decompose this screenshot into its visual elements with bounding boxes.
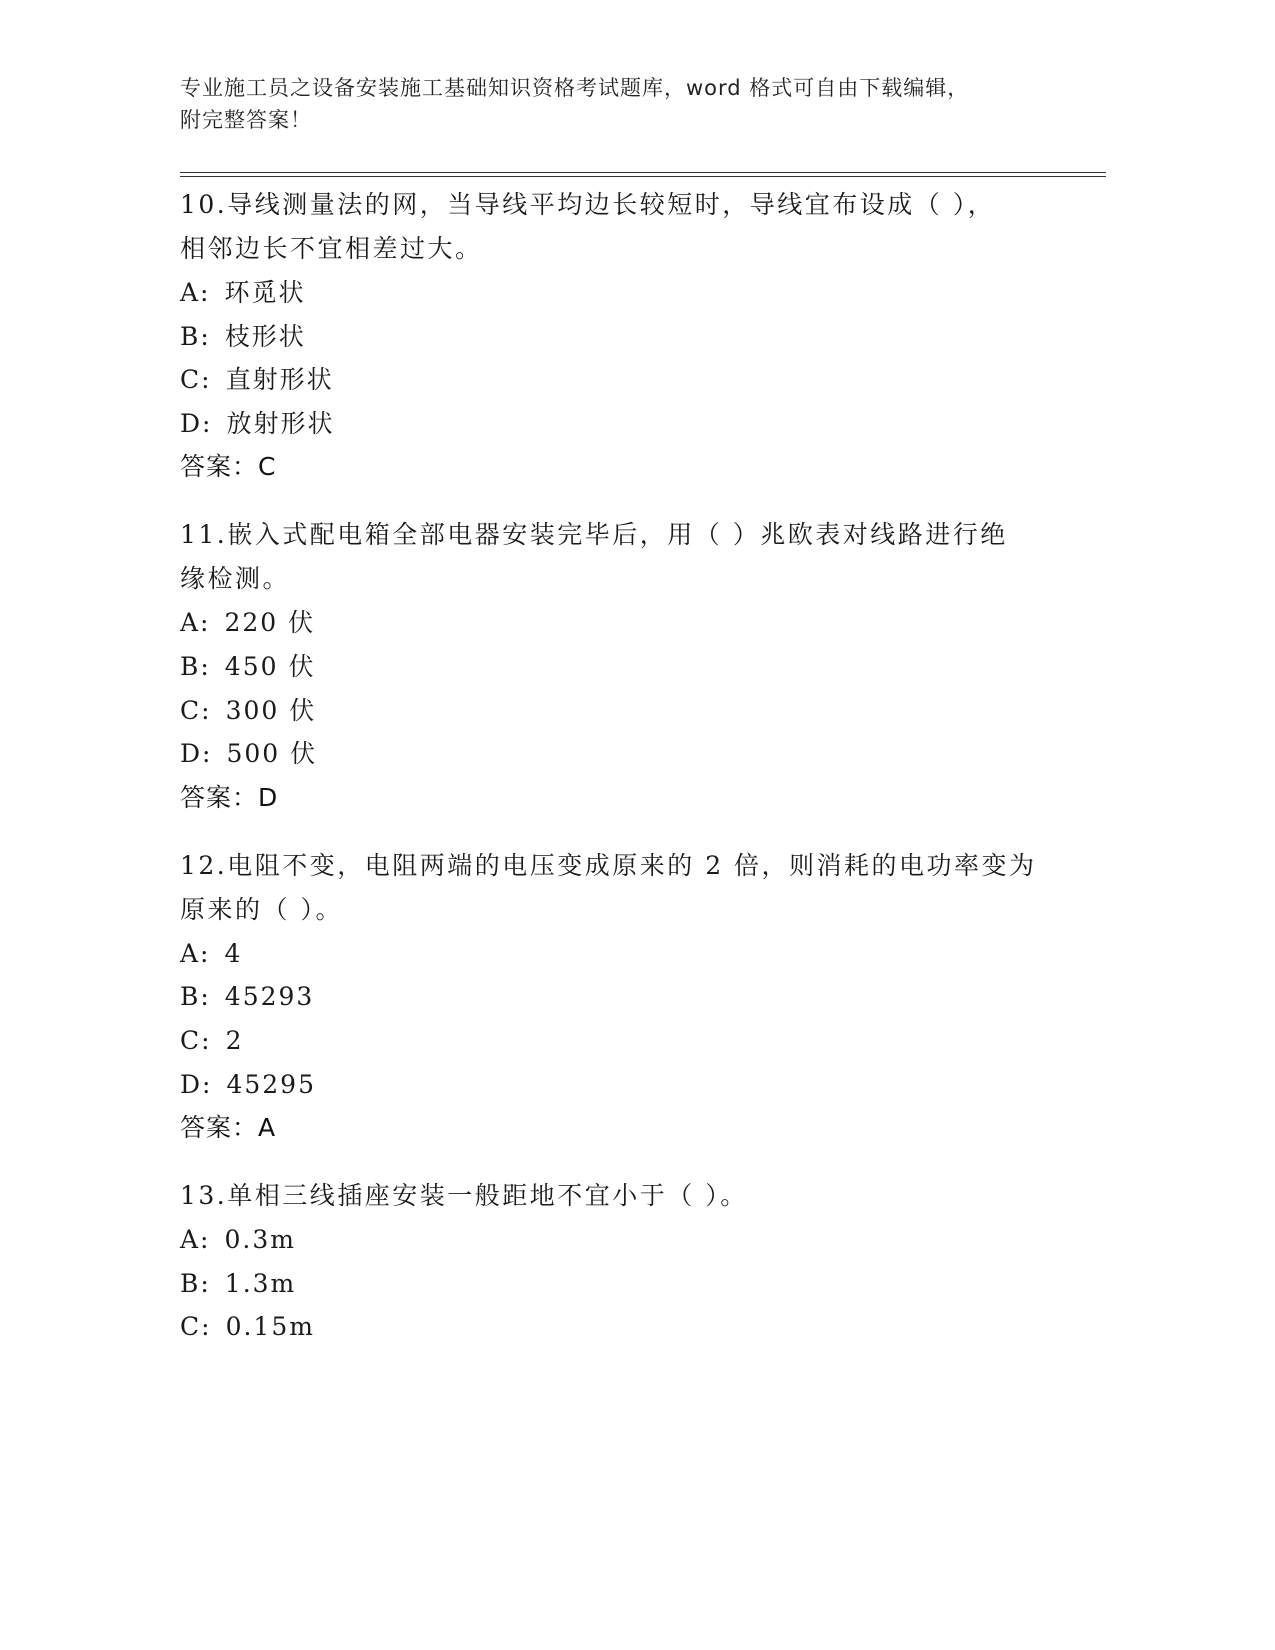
option-b (180, 645, 1080, 689)
header-divider-bottom (180, 176, 1106, 177)
option-letter: C: (180, 365, 212, 395)
option-c (180, 358, 1080, 402)
question-stem-line-2: 原来的（ ）。 (180, 894, 343, 924)
option-b (180, 975, 1080, 1019)
option-letter: A: (180, 278, 211, 307)
question-stem-line-1: 10.导线测量法的网，当导线平均边长较短时，导线宜布设成（ ）， (180, 190, 996, 219)
option-letter: D: (180, 739, 213, 769)
option-letter: C: (180, 1312, 212, 1342)
document-header (180, 72, 1060, 136)
option-text: 450 伏 (224, 651, 316, 681)
question-13 (180, 1174, 1080, 1349)
option-text: 2 (225, 1025, 244, 1055)
option-letter: A: (180, 1225, 211, 1255)
option-letter: D: (180, 408, 213, 438)
option-letter: C: (180, 1025, 212, 1055)
answer-line: 答案：D (180, 782, 279, 812)
answer-line: 答案：C (180, 452, 277, 482)
option-text: 45295 (226, 1069, 316, 1099)
option-text: 300 伏 (225, 695, 317, 725)
question-list (180, 183, 1080, 1373)
option-c (180, 1019, 1080, 1063)
option-c (180, 1305, 1080, 1349)
option-d (180, 732, 1080, 776)
option-letter: C: (180, 695, 212, 725)
option-a (180, 601, 1080, 645)
option-letter: B: (180, 321, 211, 351)
option-text: 直射形状 (225, 365, 334, 395)
option-letter: B: (180, 982, 211, 1012)
option-text: 220 伏 (224, 608, 316, 638)
option-text: 4 (224, 938, 243, 968)
question-stem-line-1: 12.电阻不变，电阻两端的电压变成原来的 2 倍，则消耗的电功率变为 (180, 850, 1037, 880)
option-text: 45293 (224, 982, 315, 1012)
header-divider-top (180, 172, 1106, 173)
option-letter: D: (180, 1069, 213, 1099)
option-text: 枝形状 (224, 321, 306, 351)
option-d (180, 1063, 1080, 1107)
option-a (180, 1218, 1080, 1262)
question-11 (180, 513, 1080, 819)
option-b (180, 1262, 1080, 1306)
option-letter: B: (180, 651, 211, 681)
header-line-2: 附完整答案！ (180, 108, 312, 132)
option-text: 0.3m (224, 1225, 296, 1255)
option-b (180, 315, 1080, 359)
option-a (180, 271, 1080, 315)
option-text: 1.3m (224, 1268, 297, 1298)
option-text: 0.15m (225, 1312, 315, 1342)
question-10 (180, 183, 1080, 489)
option-d (180, 402, 1080, 446)
question-12 (180, 844, 1080, 1150)
option-a (180, 932, 1080, 976)
option-letter: A: (180, 938, 211, 968)
header-line-1: 专业施工员之设备安装施工基础知识资格考试题库，word 格式可自由下载编辑， (180, 76, 970, 100)
answer-line: 答案：A (180, 1113, 277, 1143)
question-stem-line-1: 11.嵌入式配电箱全部电器安装完毕后，用（ ）兆欧表对线路进行绝 (180, 520, 1008, 550)
option-text: 500 伏 (226, 739, 318, 769)
question-stem-line-2: 缘检测。 (180, 564, 291, 594)
option-text: 放射形状 (226, 408, 335, 438)
question-stem-line-1: 13.单相三线插座安装一般距地不宜小于（ ）。 (180, 1181, 748, 1211)
option-letter: B: (180, 1268, 211, 1298)
option-c (180, 689, 1080, 733)
question-stem-line-2: 相邻边长不宜相差过大。 (180, 234, 483, 263)
option-letter: A: (180, 608, 211, 638)
option-text: 环觅状 (224, 278, 306, 307)
